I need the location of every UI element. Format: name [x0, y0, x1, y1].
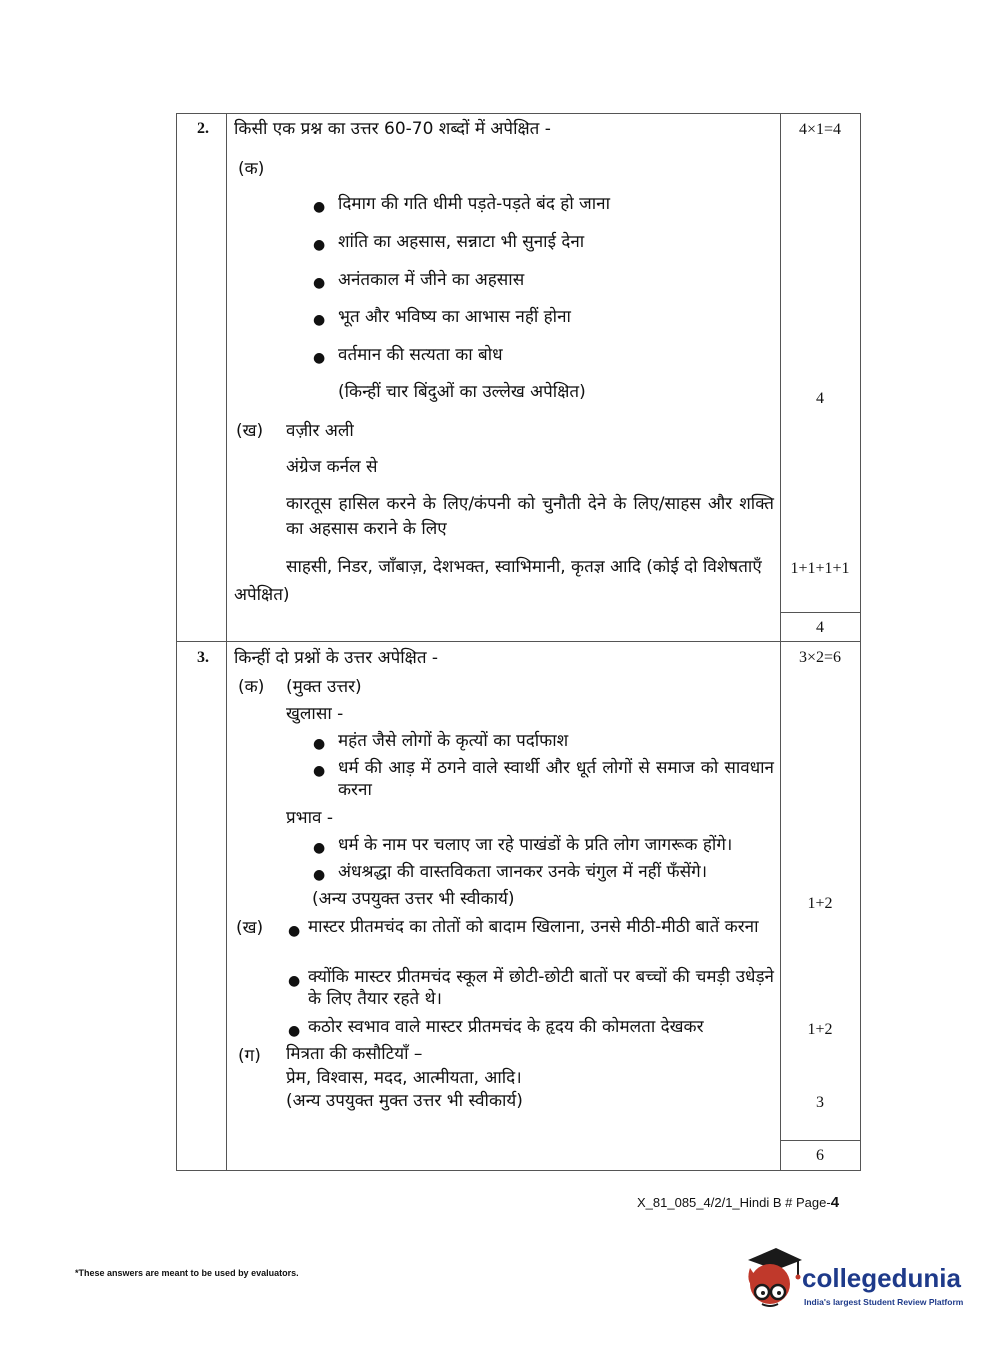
- q2-ka-marks: 4: [816, 390, 824, 407]
- table-left-border: [176, 113, 177, 1171]
- q3-ka-prabhav-point: अंधश्रद्धा की वास्तविकता जानकर उनके चंगुल में नहीं फँसेंगे।: [338, 862, 708, 882]
- collegedunia-logo: [742, 1246, 970, 1316]
- q2-ka-point: शांति का अहसास, सन्नाटा भी सुनाई देना: [338, 232, 585, 252]
- bullet: ●: [313, 350, 326, 366]
- q3-kha-point: क्योंकि मास्टर प्रीतमचंद स्कूल में छोटी-छोटी बातों पर बच्चों की चमड़ी उधेड़ने के लिए तैयार रहते थे।: [308, 967, 774, 1010]
- bullet: ●: [313, 312, 326, 328]
- q3-kha-point: कठोर स्वभाव वाले मास्टर प्रीतमचंद के हृदय की कोमलता देखकर: [308, 1017, 704, 1037]
- q3-ga-line1: मित्रता की कसौटियाँ –: [286, 1044, 423, 1064]
- q3-ka-note: (अन्य उपयुक्त उत्तर भी स्वीकार्य): [312, 889, 515, 909]
- table-bottom-border: [176, 1170, 861, 1171]
- table-top-border: [176, 113, 861, 114]
- q2-ka-point: दिमाग की गति धीमी पड़ते-पड़ते बंद हो जाना: [338, 194, 610, 214]
- evaluators-note: *These answers are meant to be used by evaluators.: [75, 1268, 299, 1278]
- q2-kha-line3: कारतूस हासिल करने के लिए/कंपनी को चुनौती देने के लिए/साहस और शक्ति का अहसास कराने के लिए: [286, 494, 774, 539]
- bullet: ●: [313, 237, 326, 253]
- bullet: ●: [313, 763, 326, 779]
- q3-ga-label: (ग): [238, 1046, 261, 1066]
- q3-total-divider: [780, 1140, 861, 1141]
- q3-total: 6: [816, 1147, 824, 1164]
- logo-tagline: India's largest Student Review Platform: [804, 1297, 964, 1307]
- q3-ga-marks: 3: [816, 1094, 824, 1111]
- q2-kha-line4a: साहसी, निडर, जाँबाज़, देशभक्त, स्वाभिमानी, कृतज्ञ आदि (कोई दो विशेषताएँ: [286, 557, 762, 577]
- q2-kha-line1: वज़ीर अली: [286, 421, 354, 441]
- q3-ka-khulasa: खुलासा -: [286, 704, 344, 724]
- q3-ka-khulasa-point: महंत जैसे लोगों के कृत्यों का पर्दाफाश: [338, 731, 569, 751]
- q2-marks: 4×1=4: [798, 121, 842, 138]
- q2-ka-label: (क): [238, 159, 265, 179]
- q2-heading: किसी एक प्रश्न का उत्तर 60-70 शब्दों में अपेक्षित -: [234, 119, 551, 139]
- q3-ka-marks: 1+2: [807, 895, 833, 912]
- q3-ga-line3: (अन्य उपयुक्त मुक्त उत्तर भी स्वीकार्य): [286, 1091, 523, 1111]
- q3-ka-intro: (मुक्त उत्तर): [286, 677, 362, 697]
- q2-ka-point: भूत और भविष्य का आभास नहीं होना: [338, 307, 571, 327]
- bullet: ●: [288, 1023, 301, 1039]
- q3-marks: 3×2=6: [798, 649, 842, 666]
- page-footer-code: [637, 1194, 839, 1212]
- q2-kha-line2: अंग्रेज कर्नल से: [286, 457, 378, 477]
- page-number: 4: [830, 1194, 840, 1211]
- q3-ga-line2: प्रेम, विश्वास, मदद, आत्मीयता, आदि।: [286, 1068, 522, 1088]
- table-col-divider-1: [226, 113, 227, 1171]
- q2-ka-point: अनंतकाल में जीने का अहसास: [338, 270, 525, 290]
- logo-name: collegedunia: [802, 1263, 961, 1293]
- q2-ka-note: (किन्हीं चार बिंदुओं का उल्लेख अपेक्षित): [338, 382, 586, 402]
- q2-kha-line4b: अपेक्षित): [234, 585, 290, 605]
- bullet: ●: [313, 840, 326, 856]
- table-right-border: [860, 113, 861, 1171]
- bullet: ●: [313, 736, 326, 752]
- q2-total-divider: [780, 612, 861, 613]
- q3-kha-marks: 1+2: [807, 1021, 833, 1038]
- q3-ka-prabhav-point: धर्म के नाम पर चलाए जा रहे पाखंडों के प्रति लोग जागरूक होंगे।: [338, 835, 733, 855]
- bullet: ●: [313, 199, 326, 215]
- q2-ka-point: वर्तमान की सत्यता का बोध: [338, 345, 503, 365]
- q2-number: 2.: [197, 120, 209, 137]
- table-divider-q2-q3: [176, 641, 861, 642]
- q2-total: 4: [816, 619, 824, 636]
- q3-kha-point: मास्टर प्रीतमचंद का तोतों को बादाम खिलाना, उनसे मीठी-मीठी बातें करना: [308, 917, 759, 937]
- footer-code-text: X_81_085_4/2/1_Hindi B # Page-: [637, 1195, 831, 1210]
- mascot-icon: [742, 1246, 804, 1310]
- q3-ka-label: (क): [238, 677, 265, 697]
- bullet: ●: [313, 275, 326, 291]
- table-col-divider-2: [780, 113, 781, 1171]
- q3-ka-khulasa-point: धर्म की आड़ में ठगने वाले स्वार्थी और धूर्त लोगों से समाज को सावधान करना: [338, 758, 774, 801]
- q3-kha-label: (ख): [236, 918, 264, 938]
- q2-kha-marks: 1+1+1+1: [790, 560, 850, 577]
- q3-number: 3.: [197, 649, 209, 666]
- q3-ka-prabhav: प्रभाव -: [286, 808, 334, 828]
- bullet: ●: [288, 973, 301, 989]
- bullet: ●: [313, 867, 326, 883]
- bullet: ●: [288, 923, 301, 939]
- q3-heading: किन्हीं दो प्रश्नों के उत्तर अपेक्षित -: [234, 648, 439, 668]
- q2-kha-label: (ख): [236, 421, 264, 441]
